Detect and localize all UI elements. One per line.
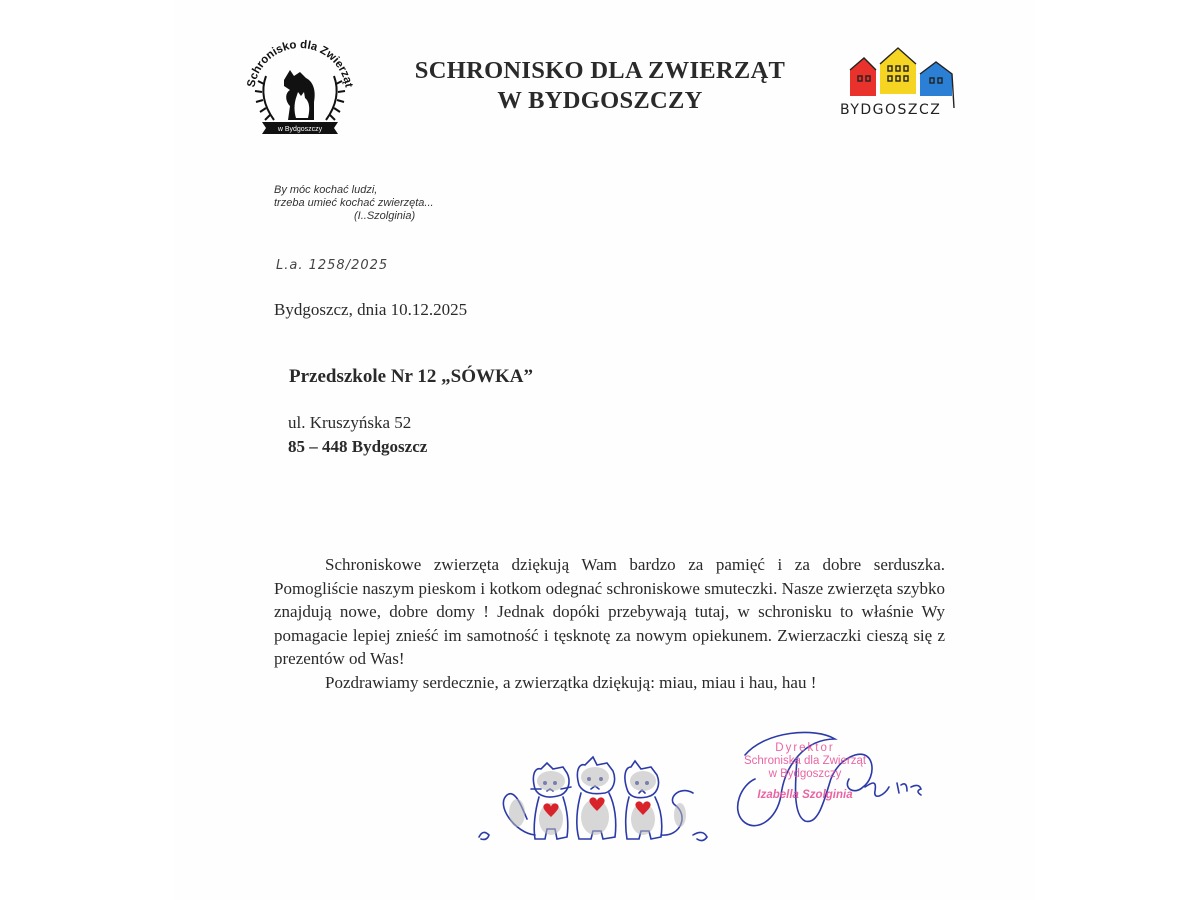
motto-author: (I..Szolginia) — [354, 210, 416, 222]
stamp-title: Dyrektor — [775, 742, 835, 754]
shelter-logo — [240, 36, 360, 136]
reference-number: L.a. 1258/2025 — [276, 258, 389, 273]
doodle-squiggle — [479, 832, 489, 839]
houses-icon — [850, 48, 954, 108]
letterhead-title — [380, 56, 820, 116]
shelter-logo-subtext: w Bydgoszczy — [277, 126, 323, 133]
body-paragraph-1: Schroniskowe zwierzęta dziękują Wam bardzo za pamięć i za dobre serduszka. Pomogliście naszym pieskom i kotkom odegnać schroniskowe smuteczki. Nasze zwierzęta szybko znajdują nowe, dobre domy ! Jednak dopóki przebywają tutaj, w schronisku to właśnie Wy pomagacie lepiej znieść im samotność i tęsknotę za nowym opiekunem. Zwierzaczki cieszą się z prezentów od Was! — [274, 555, 945, 668]
shelter-logo-text: Schronisko dla Zwierząt — [245, 38, 355, 89]
motto-line-2: trzeba umieć kochać zwierzęta... — [274, 197, 434, 209]
motto-line-1: By móc kochać ludzi, — [274, 184, 378, 196]
stamp-line-1: Schroniska dla Zwierząt — [743, 755, 867, 767]
director-stamp — [730, 742, 880, 802]
cat-drawings-illustration — [475, 745, 735, 855]
letter-body — [274, 553, 945, 694]
bydgoszcz-city-logo — [836, 42, 961, 122]
stamp-line-2: w Bydgoszczy — [768, 768, 842, 780]
recipient-street: ul. Kruszyńska 52 — [288, 413, 412, 432]
recipient-city: 85 – 448 Bydgoszcz — [288, 437, 428, 456]
motto-quote — [274, 184, 434, 223]
title-line-1: SCHRONISKO DLA ZWIERZĄT — [414, 57, 786, 84]
recipient-name: Przedszkole Nr 12 „SÓWKA” — [289, 366, 533, 387]
date-line: Bydgoszcz, dnia 10.12.2025 — [274, 300, 468, 319]
stamp-name: Izabella Szolginia — [757, 789, 853, 801]
city-logo-text: BYDGOSZCZ — [840, 102, 942, 118]
title-line-2: W BYDGOSZCZY — [497, 87, 703, 114]
body-paragraph-2: Pozdrawiamy serdecznie, a zwierzątka dziękują: miau, miau i hau, hau ! — [325, 672, 817, 692]
